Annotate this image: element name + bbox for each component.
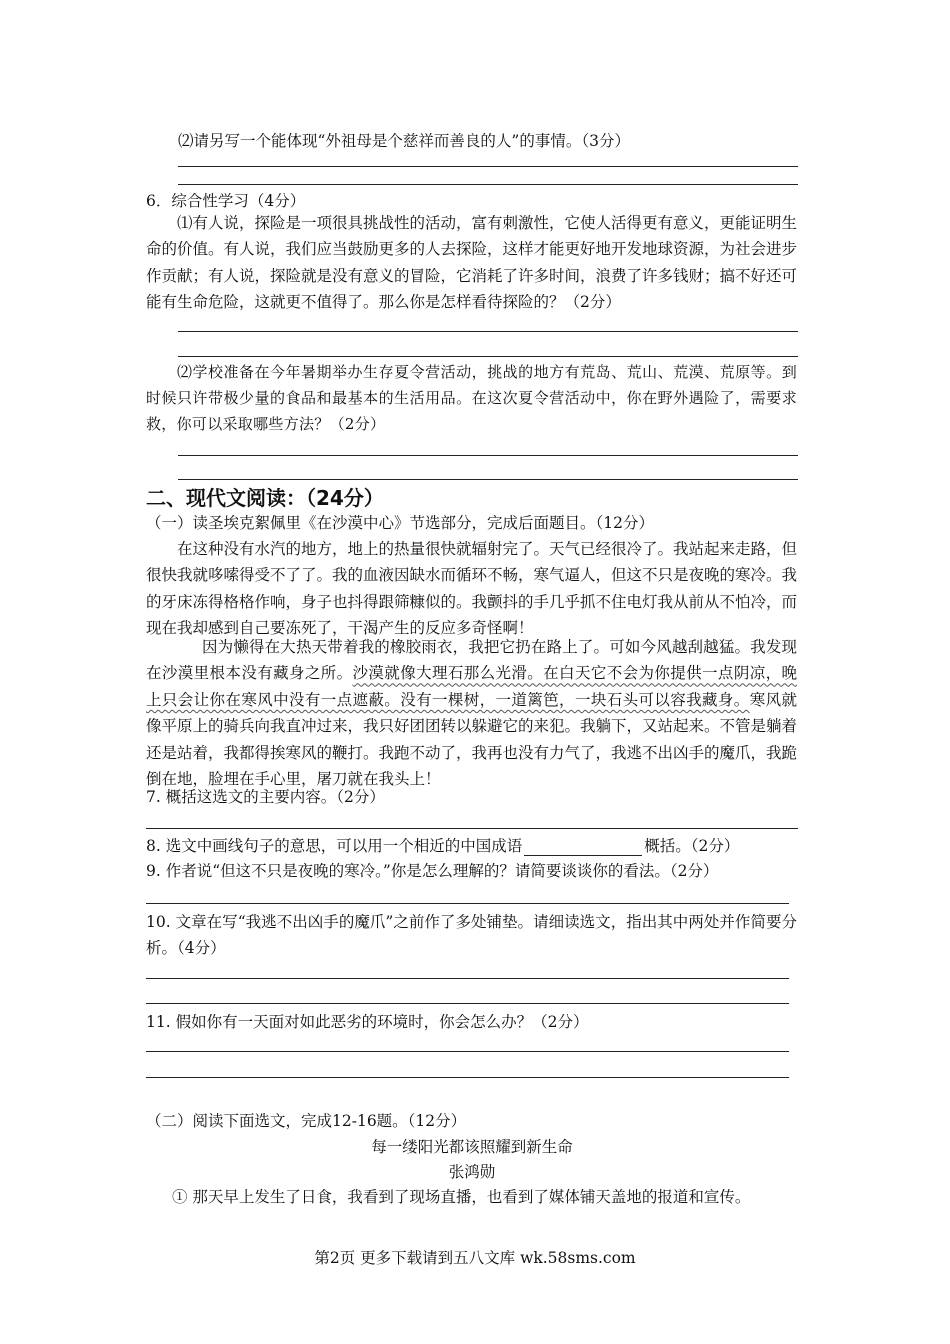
q7-text: 7. 概括这选文的主要内容。（2分） <box>146 788 385 806</box>
answer-line <box>178 166 798 167</box>
q6-part1: ⑴有人说，探险是一项很具挑战性的活动，富有刺激性，它使人活得更有意义，更能证明生命的价值。有人说，我们应当鼓励更多的人去探险，这样才能更好地开发地球资源，为社会进步作贡献；有人说，探险就是没有意义的冒险，它消耗了许多时间，浪费了许多钱财；搞不好还可能有生命危险，这就更不值得了。那么你是怎样看待探险的？（2分） <box>146 214 798 312</box>
reading-2-intro: （二）阅读下面选文，完成12-16题。（12分） <box>146 1112 467 1130</box>
passage-paragraph-2 <box>146 634 797 792</box>
q8-fill-blank[interactable] <box>524 839 642 856</box>
answer-line <box>178 184 798 185</box>
article-title: 每一缕阳光都该照耀到新生命 <box>371 1138 573 1156</box>
answer-line <box>178 455 798 456</box>
answer-line <box>146 978 789 979</box>
answer-line <box>178 356 798 357</box>
reading-1-intro: （一）读圣埃克絮佩里《在沙漠中心》节选部分，完成后面题目。（12分） <box>146 514 654 532</box>
answer-line <box>146 828 798 829</box>
article-paragraph-1: ① 那天早上发生了日食，我看到了现场直播，也看到了媒体铺天盖地的报道和宣传。 <box>172 1188 751 1206</box>
answer-line <box>178 479 798 480</box>
q9-text: 9. 作者说“但这不只是夜晚的寒冷。”你是怎么理解的？请简要谈谈你的看法。（2分） <box>146 862 719 880</box>
q8-text-after: 概括。（2分） <box>644 837 740 855</box>
q5-2-text: ⑵请另写一个能体现“外祖母是个慈祥而善良的人”的事情。（3分） <box>178 132 630 150</box>
q6-part2: ⑵学校准备在今年暑期举办生存夏令营活动，挑战的地方有荒岛、荒山、荒漠、荒原等。到时候只许带极少量的食品和最基本的生活用品。在这次夏令营活动中，你在野外遇险了，需要求救，你可以采取哪些方法？（2分） <box>146 363 797 433</box>
answer-line <box>178 331 798 332</box>
q8-text <box>146 836 739 856</box>
wavy-underlined-sentence: 沙漠就像大理石那么光滑。在白天它不会为你提供一点阴凉，晚上只会让你在寒风中没有一点遮蔽。没有一棵树，一道篱笆，一块石头可以容我藏身。 <box>146 664 797 709</box>
article-author: 张鸿勋 <box>448 1163 496 1181</box>
answer-line <box>146 903 789 904</box>
q8-text-before: 8. 选文中画线句子的意思，可以用一个相近的中国成语 <box>146 837 523 855</box>
answer-line <box>146 1003 789 1004</box>
q11-text: 11. 假如你有一天面对如此恶劣的环境时，你会怎么办？（2分） <box>146 1013 589 1031</box>
answer-line <box>146 1051 789 1052</box>
page-footer: 第2页 更多下载请到五八文库 wk.58sms.com <box>314 1249 636 1267</box>
section-heading: 二、现代文阅读：（24分） <box>146 486 384 510</box>
passage-paragraph-1: 在这种没有水汽的地方，地上的热量很快就辐射完了。天气已经很冷了。我站起来走路，但很快我就哆嗦得受不了了。我的血液因缺水而循环不畅，寒气逼人，但这不只是夜晚的寒冷。我的牙床冻得格格作响，身子也抖得跟筛糠似的。我颤抖的手几乎抓不住电灯我从前从不怕冷，而现在我却感到自己要冻死了，干渴产生的反应多奇怪啊！ <box>146 540 798 638</box>
passage-text: 因为懒得在大热天带着我的橡胶雨衣，我把它扔在路上了。可如今风越刮越猛。我发现在沙漠里根本没有藏身之所。 <box>146 638 797 683</box>
q6-title: 6．综合性学习（4分） <box>146 192 306 210</box>
answer-line <box>146 1077 789 1078</box>
q10-text: 10. 文章在写“我逃不出凶手的魔爪”之前作了多处铺垫。请细读选文，指出其中两处并作简要分析。（4分） <box>146 913 797 958</box>
passage-text: 寒风就像平原上的骑兵向我直冲过来，我只好团团转以躲避它的来犯。我躺下，又站起来。不管是躺着还是站着，我都得挨寒风的鞭打。我跑不动了，我再也没有力气了，我逃不出凶手的魔爪，我跪倒在地，脸埋在手心里，屠刀就在我头上！ <box>146 690 798 789</box>
